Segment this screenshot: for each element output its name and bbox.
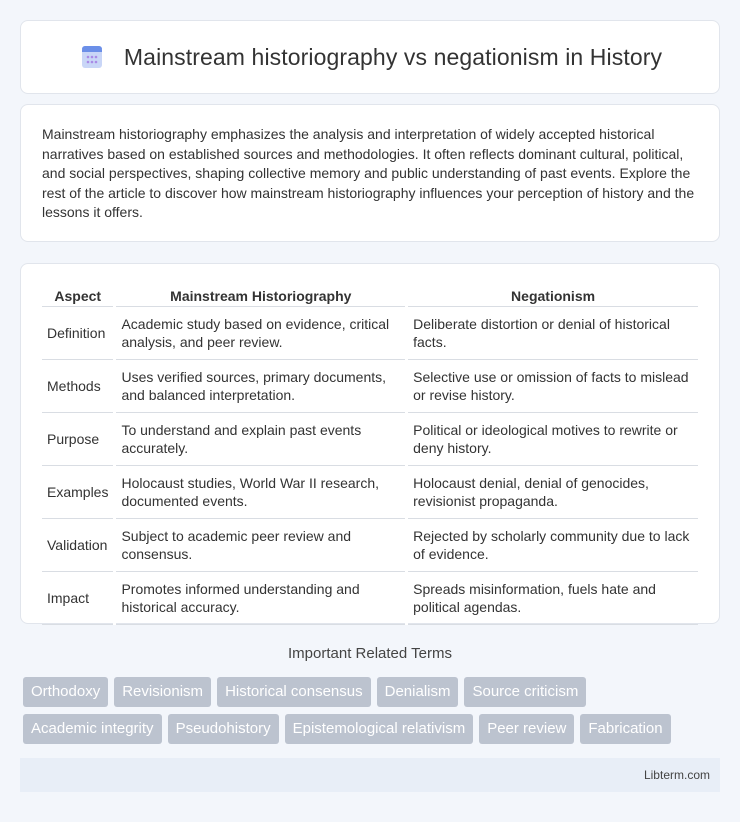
table-row: [42, 413, 698, 466]
cell-aspect: Purpose: [42, 413, 115, 466]
related-term-tag[interactable]: Historical consensus: [217, 677, 371, 707]
intro-card: [20, 104, 720, 242]
document-icon: [78, 43, 106, 71]
cell-mainstream: Uses verified sources, primary documents, and balanced interpretation.: [115, 360, 407, 413]
cell-negationism: Spreads misinformation, fuels hate and political agendas.: [407, 572, 698, 625]
related-terms-title: Important Related Terms: [288, 645, 452, 662]
cell-aspect: Validation: [42, 519, 115, 572]
cell-aspect: Impact: [42, 572, 115, 625]
cell-negationism: Deliberate distortion or denial of historical facts.: [407, 307, 698, 360]
comparison-table-card: [20, 263, 720, 624]
page-title: Mainstream historiography vs negationism in History: [123, 43, 663, 70]
intro-text: Mainstream historiography emphasizes the analysis and interpretation of widely accepted historical narratives based on established sources and methodologies. It often reflects dominant cultural, political, and social perspectives, shaping collective memory and public understanding of past events. Explore the rest of the article to discover how mainstream historiography influences your perception of history and the lessons it offers.: [42, 126, 695, 221]
footer-brand-link[interactable]: Libterm.com: [643, 768, 710, 782]
cell-mainstream: Promotes informed understanding and historical accuracy.: [115, 572, 407, 625]
table-row: [42, 519, 698, 572]
table-row: [42, 572, 698, 625]
cell-mainstream: To understand and explain past events accurately.: [115, 413, 407, 466]
header-aspect: Aspect: [42, 284, 115, 307]
cell-negationism: Political or ideological motives to rewrite or deny history.: [407, 413, 698, 466]
related-term-tag[interactable]: Denialism: [377, 677, 459, 707]
cell-aspect: Methods: [42, 360, 115, 413]
cell-negationism: Holocaust denial, denial of genocides, revisionist propaganda.: [407, 466, 698, 519]
related-terms-list: [23, 677, 723, 751]
related-term-tag[interactable]: Epistemological relativism: [285, 714, 474, 744]
header-mainstream: Mainstream Historiography: [115, 284, 407, 307]
related-term-tag[interactable]: Pseudohistory: [168, 714, 279, 744]
related-term-tag[interactable]: Peer review: [479, 714, 574, 744]
cell-aspect: Examples: [42, 466, 115, 519]
cell-mainstream: Subject to academic peer review and consensus.: [115, 519, 407, 572]
table-row: [42, 360, 698, 413]
related-term-tag[interactable]: Source criticism: [464, 677, 586, 707]
related-term-tag[interactable]: Academic integrity: [23, 714, 162, 744]
related-term-tag[interactable]: Orthodoxy: [23, 677, 108, 707]
cell-mainstream: Holocaust studies, World War II research, documented events.: [115, 466, 407, 519]
table-row: [42, 307, 698, 360]
header-card: [20, 20, 720, 94]
comparison-table: [42, 284, 698, 625]
related-term-tag[interactable]: Fabrication: [580, 714, 670, 744]
footer: [20, 758, 720, 792]
cell-negationism: Rejected by scholarly community due to lack of evidence.: [407, 519, 698, 572]
cell-mainstream: Academic study based on evidence, critical analysis, and peer review.: [115, 307, 407, 360]
header-negationism: Negationism: [407, 284, 698, 307]
table-header-row: [42, 284, 698, 307]
cell-negationism: Selective use or omission of facts to mislead or revise history.: [407, 360, 698, 413]
table-row: [42, 466, 698, 519]
cell-aspect: Definition: [42, 307, 115, 360]
related-term-tag[interactable]: Revisionism: [114, 677, 211, 707]
